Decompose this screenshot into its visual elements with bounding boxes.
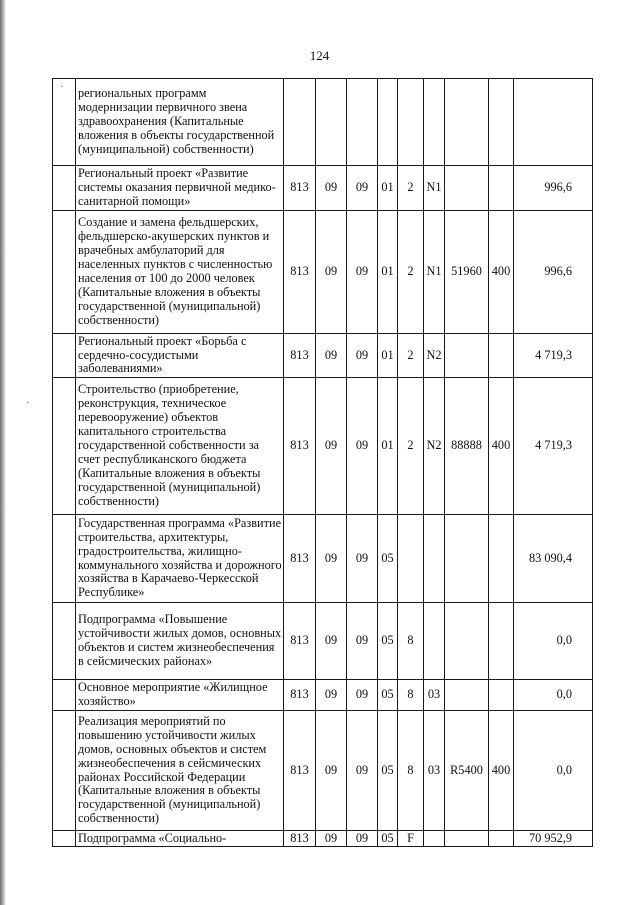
amount: 4 719,3 [514,378,593,515]
blank-cell [53,711,76,831]
table-row [53,603,593,680]
table-row [53,79,593,166]
program-code [378,79,398,166]
section-code: 09 [316,515,347,603]
blank-cell [53,831,76,847]
section-code: 09 [316,831,347,847]
blank-cell [53,79,76,166]
direction-code [445,680,489,711]
scan-speck: · [26,398,30,409]
expense-type-code [489,166,514,211]
subprogram-code: 8 [398,680,424,711]
subprogram-code: 2 [398,166,424,211]
amount: 70 952,9 [514,831,593,847]
activity-code: 03 [424,680,445,711]
activity-code [424,603,445,680]
section-code: 09 [316,603,347,680]
row-name: Создание и замена фельдшерских, фельдшерско-акушерских пунктов и врачебных амбулаторий для населенных пунктов с численностью населения от 100 до 2000 человек (Капитальные вложения в объекты государственной (муниципальной) собственности) [76,211,284,334]
row-name: Подпрограмма «Социально- [76,831,284,847]
amount: 0,0 [514,680,593,711]
ministry-code: 813 [284,378,316,515]
activity-code [424,831,445,847]
table-row [53,680,593,711]
subsection-code: 09 [347,378,378,515]
scan-edge-shadow [0,0,6,905]
section-code [316,79,347,166]
activity-code: N2 [424,378,445,515]
ministry-code [284,79,316,166]
ministry-code: 813 [284,831,316,847]
activity-code [424,515,445,603]
expense-type-code [489,515,514,603]
activity-code [424,79,445,166]
ministry-code: 813 [284,515,316,603]
program-code: 01 [378,378,398,515]
ministry-code: 813 [284,166,316,211]
program-code: 01 [378,211,398,334]
blank-cell [53,166,76,211]
subprogram-code: 2 [398,211,424,334]
direction-code: R5400 [445,711,489,831]
table-row [53,211,593,334]
amount: 83 090,4 [514,515,593,603]
blank-cell [53,603,76,680]
table-row [53,515,593,603]
program-code: 01 [378,166,398,211]
section-code: 09 [316,378,347,515]
expense-type-code [489,680,514,711]
blank-cell [53,378,76,515]
row-name: Региональный проект «Борьба с сердечно-сосудистыми заболеваниями» [76,334,284,378]
blank-cell [53,680,76,711]
scan-speck: · [60,82,64,93]
subsection-code: 09 [347,166,378,211]
amount [514,79,593,166]
expense-type-code: 400 [489,211,514,334]
amount: 996,6 [514,166,593,211]
subprogram-code: 8 [398,711,424,831]
ministry-code: 813 [284,603,316,680]
row-name: Строительство (приобретение, реконструкция, техническое перевооружение) объектов капитального строительства государственной собственности за счет республиканского бюджета (Капитальные вложения в объекты государственной (муниципальной) собственности) [76,378,284,515]
program-code: 05 [378,603,398,680]
expense-type-code [489,831,514,847]
ministry-code: 813 [284,680,316,711]
direction-code: 88888 [445,378,489,515]
section-code: 09 [316,166,347,211]
subprogram-code: 2 [398,378,424,515]
ministry-code: 813 [284,334,316,378]
direction-code [445,603,489,680]
table-row [53,378,593,515]
blank-cell [53,334,76,378]
subsection-code: 09 [347,711,378,831]
section-code: 09 [316,711,347,831]
row-name: Государственная программа «Развитие строительства, архитектуры, градостроительства, жилищно-коммунального хозяйства и дорожного хозяйства в Карачаево-Черкесской Республике» [76,515,284,603]
page-number: 124 [309,48,330,63]
subprogram-code [398,515,424,603]
table-row [53,831,593,847]
subsection-code: 09 [347,831,378,847]
blank-cell [53,515,76,603]
expense-type-code [489,79,514,166]
row-name: Подпрограмма «Повышение устойчивости жилых домов, основных объектов и систем жизнеобеспечения в сейсмических районах» [76,603,284,680]
program-code: 05 [378,831,398,847]
expense-type-code [489,603,514,680]
subprogram-code: F [398,831,424,847]
budget-allocation-table [52,78,593,847]
direction-code [445,831,489,847]
section-code: 09 [316,211,347,334]
row-name: Региональный проект «Развитие системы оказания первичной медико-санитарной помощи» [76,166,284,211]
table-row [53,334,593,378]
direction-code [445,79,489,166]
subprogram-code: 2 [398,334,424,378]
subsection-code [347,79,378,166]
direction-code [445,166,489,211]
expense-type-code [489,334,514,378]
amount: 996,6 [514,211,593,334]
amount: 0,0 [514,711,593,831]
subsection-code: 09 [347,680,378,711]
subprogram-code: 8 [398,603,424,680]
expense-type-code: 400 [489,378,514,515]
subprogram-code [398,79,424,166]
activity-code: 03 [424,711,445,831]
blank-cell [53,211,76,334]
ministry-code: 813 [284,211,316,334]
amount: 0,0 [514,603,593,680]
amount: 4 719,3 [514,334,593,378]
section-code: 09 [316,680,347,711]
activity-code: N1 [424,166,445,211]
direction-code: 51960 [445,211,489,334]
direction-code [445,334,489,378]
row-name: Основное мероприятие «Жилищное хозяйство» [76,680,284,711]
subsection-code: 09 [347,603,378,680]
program-code: 01 [378,334,398,378]
table-row [53,711,593,831]
section-code: 09 [316,334,347,378]
row-name: Реализация мероприятий по повышению устойчивости жилых домов, основных объектов и систем жизнеобеспечения в сейсмических районах Российской Федерации (Капитальные вложения в объекты государственной (муниципальной) собственности) [76,711,284,831]
ministry-code: 813 [284,711,316,831]
subsection-code: 09 [347,334,378,378]
subsection-code: 09 [347,515,378,603]
program-code: 05 [378,680,398,711]
row-name: региональных программ модернизации первичного звена здравоохранения (Капитальные вложения в объекты государственной (муниципальной) собственности) [76,79,284,166]
expense-type-code: 400 [489,711,514,831]
direction-code [445,515,489,603]
program-code: 05 [378,711,398,831]
table-row [53,166,593,211]
activity-code: N1 [424,211,445,334]
subsection-code: 09 [347,211,378,334]
activity-code: N2 [424,334,445,378]
program-code: 05 [378,515,398,603]
